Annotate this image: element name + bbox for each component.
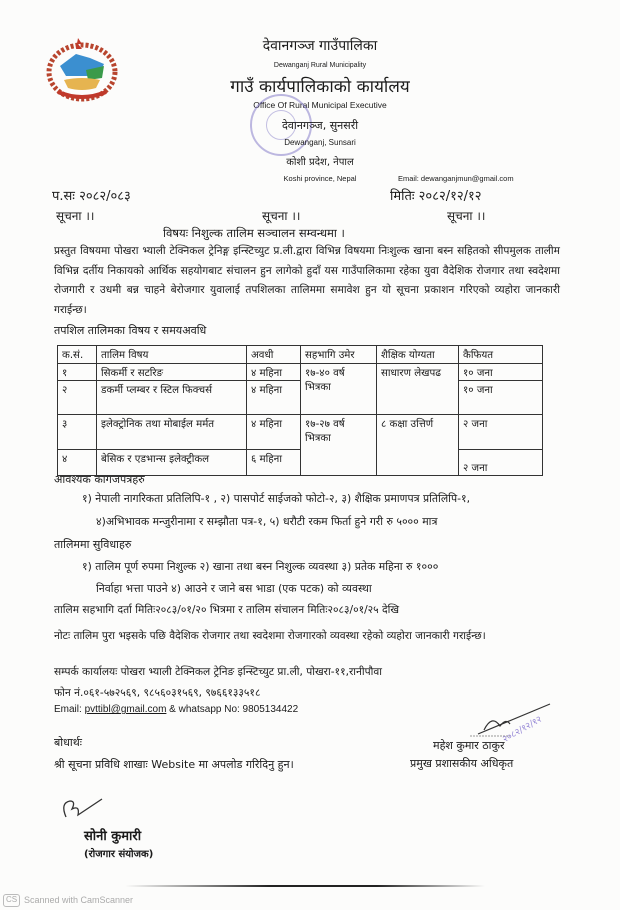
email-label: Email: <box>54 704 85 715</box>
col-header-subject: तालिम विषय <box>97 346 247 364</box>
office-email: Email: dewanganjmun@gmail.com <box>398 174 514 183</box>
documents-heading: आवश्यक कागजपत्रहरु <box>54 473 145 486</box>
letter-date: मितिः २०८२/१२/१२ <box>390 189 482 204</box>
office-name-en: Office Of Rural Municipal Executive <box>253 100 387 110</box>
cell-qualification: ८ कक्षा उत्तिर्ण <box>377 415 459 476</box>
municipality-name-en: Dewanganj Rural Municipality <box>273 62 367 69</box>
cell-subject: बेसिक र एडभान्स इलेक्ट्रीकल <box>97 450 247 476</box>
contact-phone: फोन नं.०६१-५७२५६९, ९८५६०३१५६९, ९७६६१३३५१८ <box>54 687 261 699</box>
notice-heading: सूचना ।। <box>447 209 486 223</box>
camscanner-watermark: Scanned with CamScanner <box>24 895 134 905</box>
address-en: Dewanganj, Sunsari <box>284 138 356 147</box>
province-np: कोशी प्रदेश, नेपाल <box>286 157 354 168</box>
email-link[interactable]: pvttibl@gmail.com <box>84 704 167 715</box>
cell-qualification: साधारण लेखपढ <box>377 364 459 415</box>
documents-line: १) नेपाली नागरिकता प्रतिलिपि-१ , २) पासपोर्ट साईजको फोटो-२, ३) शैक्षिक प्रमाणपत्र प्रतिलिपि-१, <box>82 492 471 505</box>
col-header-remarks: कैफियत <box>459 346 543 364</box>
cell-duration: ४ महिना <box>247 415 301 450</box>
facilities-heading: तालिममा सुविधाहरु <box>54 538 132 551</box>
cell-sn: ४ <box>58 450 97 476</box>
col-header-duration: अवधी <box>247 346 301 364</box>
cell-duration: ६ महिना <box>247 450 301 476</box>
municipality-name-np: देवानगञ्ज गाउँपालिका <box>262 38 378 54</box>
training-table <box>57 345 543 476</box>
notice-heading: सूचना ।। <box>262 209 301 223</box>
subject-line: विषयः निशुल्क तालिम सञ्चालन सम्वन्धमा । <box>163 226 345 240</box>
signatory-title: प्रमुख प्रशासकीय अधिकृत <box>410 757 514 770</box>
documents-line: ४)अभिभावक मन्जुरीनामा र सम्झौता पत्र-१, ५) धरौटी रकम फिर्ता हुने गरी रु ५००० मात्र <box>96 515 438 528</box>
cc-label: बोधार्थः <box>54 736 82 749</box>
facilities-line: निर्वाहा भत्ता पाउने ४) आउने र जाने बस भाडा (एक पटक) को व्यवस्था <box>96 582 372 595</box>
coordinator-title: (रोजगार संयोजक) <box>84 849 154 860</box>
col-header-qualification: शैक्षिक योग्यता <box>377 346 459 364</box>
registration-dates: तालिम सहभागि दर्ता मितिः२०८३/०१/२० भित्रमा र तालिम संचालन मितिः२०८३/०१/२५ देखि <box>54 604 400 616</box>
table-header-row <box>58 346 543 364</box>
camscanner-logo-icon: CS <box>3 894 20 907</box>
cell-duration: ४ महिना <box>247 364 301 381</box>
table-row <box>58 364 543 381</box>
cell-sn: २ <box>58 381 97 415</box>
whatsapp-number: & whatsapp No: 9805134422 <box>166 704 299 715</box>
note-text: नोटः तालिम पुरा भइसके पछि वैदेशिक रोजगार तथा स्वदेशमा रोजगारको व्यवस्था रहेको व्यहोरा जानकारी गराईन्छ। <box>54 630 486 642</box>
cell-duration: ४ महिना <box>247 381 301 415</box>
cell-remarks: २ जना <box>459 450 543 476</box>
province-en: Koshi province, Nepal <box>283 174 357 183</box>
cell-age: १७-४० वर्ष भित्रका <box>301 364 377 415</box>
col-header-sn: क.सं. <box>58 346 97 364</box>
cell-remarks: १० जना <box>459 381 543 415</box>
bottom-divider <box>125 885 485 887</box>
cell-sn: ३ <box>58 415 97 450</box>
cell-remarks: १० जना <box>459 364 543 381</box>
office-name-np: गाउँ कार्यपालिकाको कार्यालय <box>230 77 410 97</box>
cell-subject: डकर्मी प्लम्बर र स्टिल फिक्चर्स <box>97 381 247 415</box>
municipality-logo <box>46 36 118 102</box>
cell-subject: इलेक्ट्रोनिक तथा मोबाईल मर्मत <box>97 415 247 450</box>
table-row <box>58 415 543 450</box>
cell-sn: १ <box>58 364 97 381</box>
stamp-date: २०८२/१२/१२ <box>501 714 544 746</box>
cc-line: श्री सूचना प्रविधि शाखाः Website मा अपलोड गरिदिनु हुन। <box>54 758 294 771</box>
cell-subject: सिकर्मी र सटरिङ <box>97 364 247 381</box>
contact-office: सम्पर्क कार्यालयः पोखरा भ्याली टेक्निकल ट्रेनिङ इन्स्टिच्युट प्रा.ली, पोखरा-११,रानीपौवा <box>54 666 383 678</box>
address-np: देवानगञ्ज, सुनसरी <box>281 119 359 132</box>
table-row <box>58 381 543 415</box>
reference-number: प.सः २०८२/०८३ <box>52 189 131 204</box>
notice-heading: सूचना ।। <box>56 209 95 223</box>
col-header-age: सहभागि उमेर <box>301 346 377 364</box>
body-paragraph: प्रस्तुत विषयमा पोखरा भ्याली टेक्निकल ट्रेनिङ्ग इन्स्टिच्युट प्र.ली.द्वारा विभिन्न विषयमा निःशुल्क खाना बस्न सहितको सीपमुलक तालीम विभिन्न दर्तीय निकायको आर्थिक सहयोगबाट संचालन हुन लागेको हुदाँ यस गाउँपालिकामा रहेका युवा वैदेशिक रोजगार तथा स्वदेशमा रोजगारी र उधमी बन्न चाहने बेरोजगार युवालाई तपशिलका तालिममा समावेश हुन यो सूचना प्रकाशन गरिएको व्यहोरा जानकारी गराईन्छ। <box>54 245 560 316</box>
cell-age: १७-२७ वर्ष भित्रका <box>301 415 377 476</box>
cell-remarks: २ जना <box>459 415 543 450</box>
signatory-name: महेश कुमार ठाकुर <box>433 739 505 752</box>
signature-left <box>56 795 106 825</box>
table-caption: तपशिल तालिमका विषय र समयअवधि <box>54 324 207 337</box>
facilities-line: १) तालिम पूर्ण रुपमा निशुल्क २) खाना तथा बस्न निशुल्क व्यवस्था ३) प्रतेक महिना रु १००० <box>82 560 439 573</box>
coordinator-name: सोनी कुमारी <box>84 829 142 844</box>
contact-email-line <box>54 704 298 715</box>
